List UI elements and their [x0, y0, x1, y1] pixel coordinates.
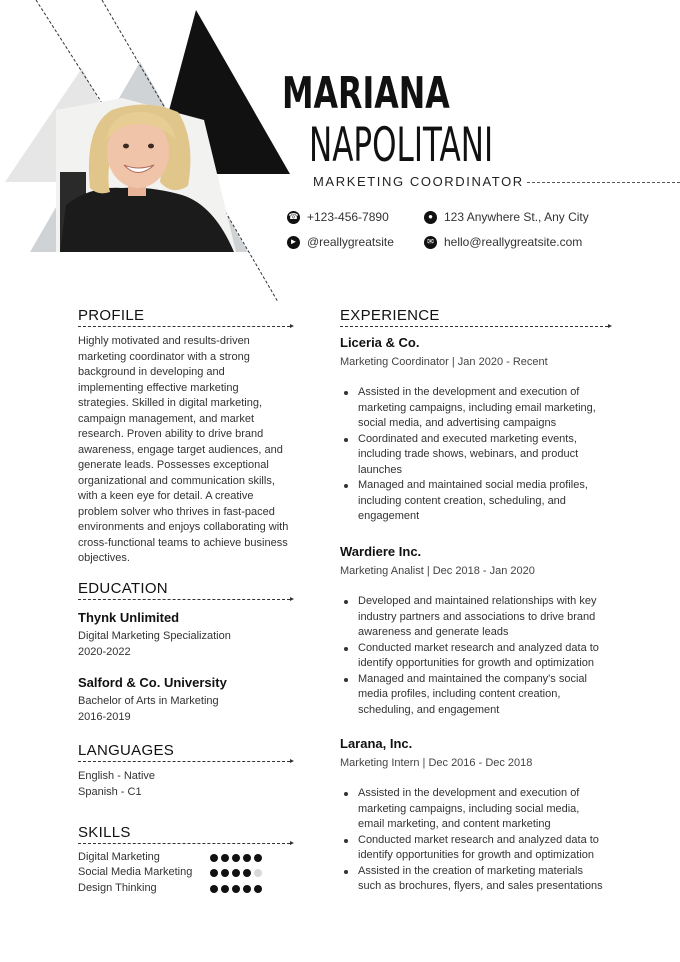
skill-name: Digital Marketing [78, 851, 160, 863]
experience-bullet: Assisted in the development and execution of marketing campaigns, including email marketing, social media, and advertising campaigns [358, 385, 608, 432]
experience-bullets [358, 786, 608, 895]
contact-phone-text: +123-456-7890 [307, 210, 389, 224]
contact-address-text: 123 Anywhere St., Any City [444, 210, 589, 224]
education-degree: Digital Marketing Specialization [78, 630, 231, 642]
experience-bullet: Coordinated and executed marketing events, including trade shows, webinars, and product launches [358, 432, 608, 479]
experience-bullets [358, 594, 608, 718]
education-years: 2016-2019 [78, 711, 131, 723]
experience-company: Larana, Inc. [340, 736, 413, 751]
skill-rating [210, 854, 262, 862]
last-name: NAPOLITANI [309, 118, 494, 173]
skill-name: Social Media Marketing [78, 866, 193, 878]
experience-bullets [358, 385, 608, 525]
email-icon: ✉ [424, 236, 437, 249]
skill-name: Design Thinking [78, 882, 157, 894]
phone-icon: ☎ [287, 211, 300, 224]
experience-bullet: Conducted market research and analyzed data to identify opportunities for growth and optimization [358, 641, 608, 672]
experience-bullet: Assisted in the development and execution of marketing campaigns, including social media, email marketing, and content marketing [358, 786, 608, 833]
profile-divider [78, 326, 290, 327]
profile-text: Highly motivated and results-driven marketing coordinator with a strong background in developing and implementing effective marketing strategies. Skilled in digital marketing, campaign management, and market research. Proven ability to drive brand awareness, engage target audiences, and generate leads. Possesses exceptional organizational and communication skills, with a keen eye for detail. A creative problem solver who thrives in fast-paced environments and enjoys collaborating with cross-functional teams to achieve business objectives. [78, 335, 289, 564]
experience-bullet: Managed and maintained the company's social media profiles, including content creation, scheduling, and engagement [358, 672, 608, 719]
title-divider [527, 182, 680, 183]
experience-bullet: Conducted market research and analyzed data to identify opportunities for growth and optimization [358, 833, 608, 864]
rating-dot-filled [210, 869, 218, 877]
rating-dot-empty [254, 869, 262, 877]
skill-rating [210, 869, 262, 877]
education-degree: Bachelor of Arts in Marketing [78, 695, 219, 707]
job-title: MARKETING COORDINATOR [313, 174, 524, 189]
contact-address [424, 210, 589, 224]
rating-dot-filled [243, 885, 251, 893]
rating-dot-filled [210, 885, 218, 893]
experience-company: Wardiere Inc. [340, 544, 422, 559]
experience-role: Marketing Intern | Dec 2016 - Dec 2018 [340, 757, 533, 769]
contact-email-text: hello@reallygreatsite.com [444, 235, 583, 249]
rating-dot-filled [221, 869, 229, 877]
education-school: Salford & Co. University [78, 675, 227, 690]
contact-social-text: @reallygreatsite [307, 235, 394, 249]
skills-heading: SKILLS [78, 824, 131, 841]
experience-divider [340, 326, 608, 327]
rating-dot-filled [243, 869, 251, 877]
rating-dot-filled [221, 854, 229, 862]
rating-dot-filled [243, 854, 251, 862]
education-heading: EDUCATION [78, 580, 168, 597]
experience-role: Marketing Coordinator | Jan 2020 - Recent [340, 356, 548, 368]
experience-bullet: Managed and maintained social media profiles, including content creation, scheduling, and engagement [358, 478, 608, 525]
skill-rating [210, 885, 262, 893]
rating-dot-filled [254, 885, 262, 893]
location-pin-icon: ● [424, 211, 437, 224]
rating-dot-filled [210, 854, 218, 862]
social-icon: ► [287, 236, 300, 249]
rating-dot-filled [254, 854, 262, 862]
education-years: 2020-2022 [78, 646, 131, 658]
languages-heading: LANGUAGES [78, 742, 175, 759]
rating-dot-filled [232, 869, 240, 877]
languages-divider [78, 761, 290, 762]
header-graphic [0, 0, 300, 310]
rating-dot-filled [232, 885, 240, 893]
education-divider [78, 599, 290, 600]
contact-social [287, 235, 394, 249]
skills-divider [78, 843, 290, 844]
rating-dot-filled [232, 854, 240, 862]
language-item: English - Native [78, 770, 156, 782]
language-item: Spanish - C1 [78, 786, 142, 798]
profile-heading: PROFILE [78, 307, 145, 324]
contact-email [424, 235, 582, 249]
rating-dot-filled [221, 885, 229, 893]
experience-bullet: Assisted in the creation of marketing materials such as brochures, flyers, and sales presentations [358, 864, 608, 895]
experience-bullet: Developed and maintained relationships with key industry partners and associations to drive brand awareness and generate leads [358, 594, 608, 641]
education-school: Thynk Unlimited [78, 610, 180, 625]
first-name: MARIANA [282, 68, 450, 119]
contact-phone [287, 210, 389, 224]
experience-company: Liceria & Co. [340, 335, 420, 350]
experience-role: Marketing Analist | Dec 2018 - Jan 2020 [340, 565, 535, 577]
experience-heading: EXPERIENCE [340, 307, 440, 324]
